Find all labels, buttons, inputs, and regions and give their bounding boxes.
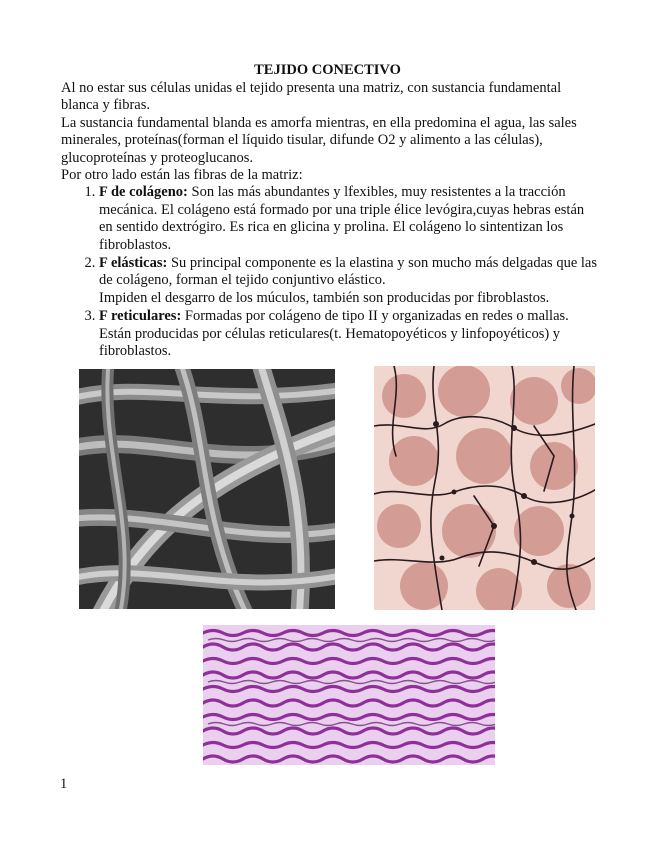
page-number: 1 [60,776,68,792]
list-item-elastic-fibers [99,255,601,307]
fiber-description: Son las más abundantes y lfexibles, muy resistentes a la tracción mecánica. El colágeno está formado por una triple élice levógira,cuyas hebras están en sentido dextrógiro. Es rica en glicina y prolina. El colágeno lo sintentizan los fibroblastos. [99,184,585,253]
list-item-reticular-fibers [99,308,601,360]
elastic-fibers-stain-image [203,625,495,765]
fiber-list [61,184,601,360]
fiber-description: Formadas por colágeno de tipo II y organizadas en redes o mallas. [181,308,569,325]
fiber-extra: Están producidas por células reticulares(t. Hematopoyéticos y linfopoyéticos) y fibroblastos. [99,325,561,360]
elastic-fibers-stain-graphic [203,625,495,765]
paragraph-fibers-intro: Por otro lado están las fibras de la matriz: [61,167,303,184]
list-item-collagen-fibers [99,184,601,254]
paragraph-ground-substance: La sustancia fundamental blanda es amorfa mientras, en ella predomina el agua, las sales minerales, proteínas(forman el líquido tisular, difunde O2 y alimento a las células), glucoproteínas y proteoglucanos. [61,114,577,166]
fiber-term: F de colágeno: [99,184,188,201]
document-body [61,80,601,362]
fiber-description: Su principal componente es la elastina y son mucho más delgadas que las de colágeno, forman el tejido conjuntivo elástico. [99,255,597,289]
reticular-tissue-stain-image [374,366,595,610]
reticular-tissue-stain-graphic [374,366,595,610]
collagen-fibers-sem-graphic [79,369,335,609]
fiber-term: F reticulares: [99,308,182,325]
page-title: TEJIDO CONECTIVO [254,62,401,78]
collagen-fibers-sem-image [79,369,335,609]
paragraph-intro: Al no estar sus células unidas el tejido presenta una matriz, con sustancia fundamental blanca y fibras. [61,80,562,114]
fiber-term: F elásticas: [99,255,168,272]
fiber-extra: Impiden el desgarro de los múculos, también son producidas por fibroblastos. [99,289,550,306]
